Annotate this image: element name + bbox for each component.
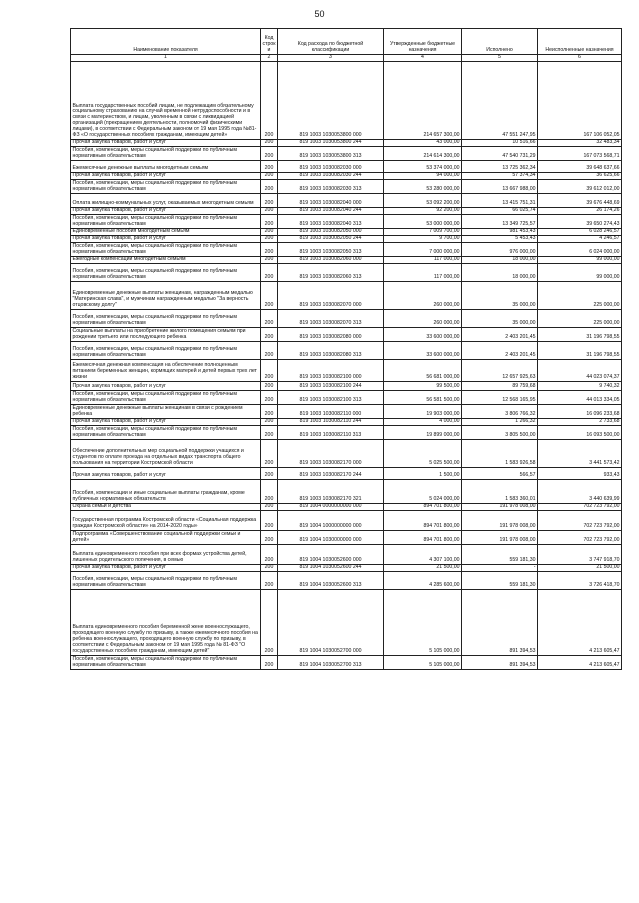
row-code-cell: 200 bbox=[261, 545, 278, 565]
column-number-row bbox=[71, 55, 622, 62]
row-name-cell: Пособия, компенсации, меры социальной поддержки по публичным нормативным обязательствам bbox=[71, 147, 261, 161]
row-classification-cell: 819 1003 1030082050 244 bbox=[278, 236, 384, 243]
row-classification-cell: 819 1003 1030082030 000 bbox=[278, 161, 384, 173]
row-classification-cell: 819 1003 1030082170 000 bbox=[278, 440, 384, 468]
header-line-code: Код строк и bbox=[261, 29, 278, 55]
table-row bbox=[71, 342, 622, 360]
row-executed-cell: 1 583 360,01 bbox=[462, 480, 538, 504]
table-row bbox=[71, 480, 622, 504]
table-row bbox=[71, 173, 622, 180]
row-code-cell: 200 bbox=[261, 215, 278, 229]
row-code-cell: 200 bbox=[261, 440, 278, 468]
row-name-cell: Пособия, компенсации, меры социальной поддержки по публичным нормативным обязательствам bbox=[71, 180, 261, 194]
row-classification-cell: 819 1003 1030082060 000 bbox=[278, 257, 384, 264]
table-row bbox=[71, 236, 622, 243]
row-approved-cell: 5 105 000,00 bbox=[384, 656, 462, 670]
table-row bbox=[71, 310, 622, 328]
row-executed-cell: 5 453,43 bbox=[462, 236, 538, 243]
row-classification-cell: 819 1003 1030082170 321 bbox=[278, 480, 384, 504]
row-unexecuted-cell: 44 023 074,37 bbox=[538, 360, 622, 382]
row-unexecuted-cell: 225 000,00 bbox=[538, 310, 622, 328]
row-executed-cell: 891 394,53 bbox=[462, 590, 538, 656]
row-approved-cell: 53 280 000,00 bbox=[384, 180, 462, 194]
row-name-cell: Пособия, компенсации, меры социальной поддержки по публичным нормативным обязательствам bbox=[71, 310, 261, 328]
row-name-cell: Прочая закупка товаров, работ и услуг bbox=[71, 419, 261, 426]
row-executed-cell: 2 403 201,45 bbox=[462, 342, 538, 360]
row-unexecuted-cell: 4 213 605,47 bbox=[538, 590, 622, 656]
row-classification-cell: 819 1003 1030082080 000 bbox=[278, 328, 384, 342]
row-approved-cell: 33 600 000,00 bbox=[384, 328, 462, 342]
row-code-cell: 200 bbox=[261, 310, 278, 328]
row-code-cell: 200 bbox=[261, 590, 278, 656]
row-executed-cell: 10 516,66 bbox=[462, 140, 538, 147]
row-code-cell: 200 bbox=[261, 511, 278, 531]
row-name-cell: Ежемесячная денежная компенсация на обеспечение полноценным питанием беременных женщин, кормящих матерей и детей первых трех лет жизни bbox=[71, 360, 261, 382]
row-executed-cell: 1 266,32 bbox=[462, 419, 538, 426]
row-name-cell: Социальные выплаты на приобретение жилого помещения семьям при рождении третьего или последующего ребенка bbox=[71, 328, 261, 342]
row-name-cell: Ежегодные компенсации многодетным семьям bbox=[71, 257, 261, 264]
row-code-cell: 200 bbox=[261, 656, 278, 670]
row-classification-cell: 819 1003 1030082070 313 bbox=[278, 310, 384, 328]
table-row bbox=[71, 405, 622, 419]
row-approved-cell: 5 025 500,00 bbox=[384, 440, 462, 468]
row-executed-cell: 13 349 725,57 bbox=[462, 215, 538, 229]
row-name-cell: Прочая закупка товаров, работ и услуг bbox=[71, 140, 261, 147]
row-code-cell: 200 bbox=[261, 161, 278, 173]
table-row bbox=[71, 215, 622, 229]
table-row bbox=[71, 140, 622, 147]
table-row bbox=[71, 194, 622, 208]
row-name-cell: Прочая закупка товаров, работ и услуг bbox=[71, 382, 261, 391]
row-approved-cell: 117 000,00 bbox=[384, 264, 462, 282]
row-approved-cell: 21 500,00 bbox=[384, 565, 462, 572]
row-unexecuted-cell: 39 648 637,66 bbox=[538, 161, 622, 173]
row-classification-cell: 819 1003 1030082030 313 bbox=[278, 180, 384, 194]
row-approved-cell: 260 000,00 bbox=[384, 310, 462, 328]
row-name-cell: Охрана семьи и детства bbox=[71, 504, 261, 511]
header-executed: Исполнено bbox=[462, 29, 538, 55]
row-code-cell: 200 bbox=[261, 208, 278, 215]
row-unexecuted-cell: 31 196 798,55 bbox=[538, 342, 622, 360]
row-unexecuted-cell: 32 483,34 bbox=[538, 140, 622, 147]
row-executed-cell: 191 978 008,00 bbox=[462, 531, 538, 545]
row-unexecuted-cell: 225 000,00 bbox=[538, 282, 622, 310]
row-approved-cell: 43 000,00 bbox=[384, 140, 462, 147]
row-approved-cell: 19 899 000,00 bbox=[384, 426, 462, 440]
row-code-cell: 200 bbox=[261, 405, 278, 419]
row-executed-cell: 191 978 008,00 bbox=[462, 504, 538, 511]
row-executed-cell: 1 583 926,58 bbox=[462, 440, 538, 468]
row-classification-cell: 819 1004 1000000000 000 bbox=[278, 511, 384, 531]
row-unexecuted-cell: 99 000,00 bbox=[538, 257, 622, 264]
table-row bbox=[71, 147, 622, 161]
row-executed-cell: 18 000,00 bbox=[462, 257, 538, 264]
row-approved-cell: 33 600 000,00 bbox=[384, 342, 462, 360]
row-unexecuted-cell: 167 106 052,05 bbox=[538, 62, 622, 140]
row-code-cell: 200 bbox=[261, 391, 278, 405]
table-row bbox=[71, 504, 622, 511]
row-classification-cell: 819 1003 1030053800 000 bbox=[278, 62, 384, 140]
table-row bbox=[71, 62, 622, 140]
row-executed-cell: 559 181,30 bbox=[462, 545, 538, 565]
row-name-cell: Единовременные денежные выплаты женщинам, награжденным медалью "Материнская слава", и мужчинам награжденным медалью "За верность отцовскому долгу" bbox=[71, 282, 261, 310]
row-classification-cell: 819 1003 1030082040 000 bbox=[278, 194, 384, 208]
row-code-cell: 200 bbox=[261, 572, 278, 590]
row-name-cell: Обеспечение дополнительных мер социальной поддержки учащихся и студентов по оплате проезда на отдельных видах транспорта общего пользования на территории Костромской области bbox=[71, 440, 261, 468]
column-number: 6 bbox=[538, 55, 622, 62]
row-classification-cell: 819 1003 1030082100 313 bbox=[278, 391, 384, 405]
row-executed-cell: 2 403 201,45 bbox=[462, 328, 538, 342]
row-classification-cell: 819 1003 1030082030 244 bbox=[278, 173, 384, 180]
table-row bbox=[71, 257, 622, 264]
header-approved: Утвержденные бюджетные назначения bbox=[384, 29, 462, 55]
table-row bbox=[71, 572, 622, 590]
table-body bbox=[71, 62, 622, 670]
row-executed-cell: 12 657 925,63 bbox=[462, 360, 538, 382]
row-unexecuted-cell: 6 028 246,57 bbox=[538, 229, 622, 236]
table-row bbox=[71, 565, 622, 572]
row-classification-cell: 819 1004 1030000000 000 bbox=[278, 531, 384, 545]
row-approved-cell: 4 285 600,00 bbox=[384, 572, 462, 590]
row-executed-cell: 3 805 500,00 bbox=[462, 426, 538, 440]
row-unexecuted-cell: 44 013 334,05 bbox=[538, 391, 622, 405]
row-executed-cell: 47 540 731,29 bbox=[462, 147, 538, 161]
row-classification-cell: 819 1003 1030082110 244 bbox=[278, 419, 384, 426]
table-row bbox=[71, 382, 622, 391]
row-name-cell: Государственная программа Костромской области «Социальная поддержка граждан Костромской области» на 2014-2020 годы» bbox=[71, 511, 261, 531]
row-classification-cell: 819 1003 1030082050 000 bbox=[278, 229, 384, 236]
row-approved-cell: 260 000,00 bbox=[384, 282, 462, 310]
row-executed-cell: 566,57 bbox=[462, 468, 538, 480]
row-executed-cell: - bbox=[462, 565, 538, 572]
row-code-cell: 200 bbox=[261, 140, 278, 147]
row-unexecuted-cell: 702 723 792,00 bbox=[538, 531, 622, 545]
row-approved-cell: 894 701 800,00 bbox=[384, 511, 462, 531]
header-classification-code: Код расхода по бюджетной классификации bbox=[278, 29, 384, 55]
row-unexecuted-cell: 9 740,32 bbox=[538, 382, 622, 391]
table-header-row bbox=[71, 29, 622, 55]
row-classification-cell: 819 1004 1030052600 000 bbox=[278, 545, 384, 565]
header-indicator-name: Наименование показателя bbox=[71, 29, 261, 55]
row-executed-cell: 13 667 988,00 bbox=[462, 180, 538, 194]
row-unexecuted-cell: 3 747 918,70 bbox=[538, 545, 622, 565]
row-code-cell: 200 bbox=[261, 243, 278, 257]
row-code-cell: 200 bbox=[261, 236, 278, 243]
row-unexecuted-cell: 2 733,68 bbox=[538, 419, 622, 426]
row-unexecuted-cell: 39 650 274,43 bbox=[538, 215, 622, 229]
row-name-cell: Прочая закупка товаров, работ и услуг bbox=[71, 208, 261, 215]
row-unexecuted-cell: 702 723 792,00 bbox=[538, 504, 622, 511]
row-name-cell: Пособия, компенсации, меры социальной поддержки по публичным нормативным обязательствам bbox=[71, 391, 261, 405]
row-code-cell: 200 bbox=[261, 360, 278, 382]
row-classification-cell: 819 1003 1030082170 244 bbox=[278, 468, 384, 480]
row-classification-cell: 819 1004 1030052600 313 bbox=[278, 572, 384, 590]
table-row bbox=[71, 208, 622, 215]
row-unexecuted-cell: 39 676 448,69 bbox=[538, 194, 622, 208]
row-classification-cell: 819 1003 1030082100 000 bbox=[278, 360, 384, 382]
row-code-cell: 200 bbox=[261, 419, 278, 426]
row-executed-cell: 559 181,30 bbox=[462, 572, 538, 590]
row-unexecuted-cell: 36 625,66 bbox=[538, 173, 622, 180]
row-approved-cell: 7 009 700,00 bbox=[384, 229, 462, 236]
row-executed-cell: 3 806 766,32 bbox=[462, 405, 538, 419]
column-number: 1 bbox=[71, 55, 261, 62]
table-row bbox=[71, 180, 622, 194]
row-name-cell: Пособия, компенсации, меры социальной поддержки по публичным нормативным обязательствам bbox=[71, 656, 261, 670]
row-approved-cell: 56 581 500,00 bbox=[384, 391, 462, 405]
row-approved-cell: 214 657 300,00 bbox=[384, 62, 462, 140]
column-number: 4 bbox=[384, 55, 462, 62]
column-number: 5 bbox=[462, 55, 538, 62]
row-executed-cell: 66 025,74 bbox=[462, 208, 538, 215]
row-name-cell: Прочая закупка товаров, работ и услуг bbox=[71, 236, 261, 243]
row-executed-cell: 18 000,00 bbox=[462, 264, 538, 282]
row-classification-cell: 819 1003 1030082080 313 bbox=[278, 342, 384, 360]
row-classification-cell: 819 1003 1030082040 244 bbox=[278, 208, 384, 215]
row-name-cell: Выплата государственных пособий лицам, не подлежащим обязательному социальному страхованию на случай временной нетрудоспособности и в связи с материнством, и лицам, уволенным в связи с ликвидацией организаций (прекращением деятельности, полномочий физическими лицами), в соответствии с Федеральным законом от 19 мая 1995 года №81-ФЗ «О государственных пособиях гражданам, имеющим детей» bbox=[71, 62, 261, 140]
row-approved-cell: 894 701 800,00 bbox=[384, 504, 462, 511]
row-approved-cell: 5 105 000,00 bbox=[384, 590, 462, 656]
row-code-cell: 200 bbox=[261, 504, 278, 511]
row-unexecuted-cell: 4 246,57 bbox=[538, 236, 622, 243]
row-approved-cell: 214 614 300,00 bbox=[384, 147, 462, 161]
table-row bbox=[71, 243, 622, 257]
row-name-cell: Единовременные пособия многодетным семьям bbox=[71, 229, 261, 236]
row-code-cell: 200 bbox=[261, 194, 278, 208]
row-name-cell: Ежемесячные денежные выплаты многодетным семьям bbox=[71, 161, 261, 173]
table-row bbox=[71, 328, 622, 342]
row-approved-cell: 56 681 000,00 bbox=[384, 360, 462, 382]
row-approved-cell: 117 000,00 bbox=[384, 257, 462, 264]
row-unexecuted-cell: 31 196 798,55 bbox=[538, 328, 622, 342]
row-code-cell: 200 bbox=[261, 264, 278, 282]
row-unexecuted-cell: 167 073 568,71 bbox=[538, 147, 622, 161]
row-unexecuted-cell: 99 000,00 bbox=[538, 264, 622, 282]
row-classification-cell: 819 1003 1030082040 313 bbox=[278, 215, 384, 229]
row-unexecuted-cell: 3 440 639,99 bbox=[538, 480, 622, 504]
table-row bbox=[71, 360, 622, 382]
row-executed-cell: 191 978 008,00 bbox=[462, 511, 538, 531]
row-code-cell: 200 bbox=[261, 147, 278, 161]
table-row bbox=[71, 419, 622, 426]
table-row bbox=[71, 511, 622, 531]
row-classification-cell: 819 1003 1030053800 313 bbox=[278, 147, 384, 161]
row-approved-cell: 53 092 200,00 bbox=[384, 194, 462, 208]
row-name-cell: Выплата единовременного пособия беременной жене военнослужащего, проходящего военную службу по призыву, а также ежемесячного пособия на ребенка военнослужащего, проходящего военную службу по призыву, в соответствии с Федеральным законом от 19 мая 1995 года № 81-ФЗ "О государственных пособиях гражданам, имеющим детей" bbox=[71, 590, 261, 656]
table-row bbox=[71, 161, 622, 173]
row-approved-cell: 94 000,00 bbox=[384, 173, 462, 180]
row-classification-cell: 819 1004 0000000000 000 bbox=[278, 504, 384, 511]
row-name-cell: Прочая закупка товаров, работ и услуг bbox=[71, 565, 261, 572]
table-row bbox=[71, 391, 622, 405]
row-code-cell: 200 bbox=[261, 180, 278, 194]
row-name-cell: Оплата жилищно-коммунальных услуг, оказываемых многодетным семьям bbox=[71, 194, 261, 208]
row-name-cell: Прочая закупка товаров, работ и услуг bbox=[71, 468, 261, 480]
row-name-cell: Пособия, компенсации, меры социальной поддержки по публичным нормативным обязательствам bbox=[71, 215, 261, 229]
row-classification-cell: 819 1003 1030082050 313 bbox=[278, 243, 384, 257]
row-approved-cell: 53 000 000,00 bbox=[384, 215, 462, 229]
row-classification-cell: 819 1003 1030082060 313 bbox=[278, 264, 384, 282]
row-classification-cell: 819 1003 1030082110 000 bbox=[278, 405, 384, 419]
row-name-cell: Пособия, компенсации, меры социальной поддержки по публичным нормативным обязательствам bbox=[71, 426, 261, 440]
row-executed-cell: 13 725 362,34 bbox=[462, 161, 538, 173]
row-unexecuted-cell: 16 093 500,00 bbox=[538, 426, 622, 440]
row-code-cell: 200 bbox=[261, 62, 278, 140]
row-approved-cell: 92 200,00 bbox=[384, 208, 462, 215]
row-code-cell: 200 bbox=[261, 282, 278, 310]
row-executed-cell: 891 394,53 bbox=[462, 656, 538, 670]
row-approved-cell: 19 903 000,00 bbox=[384, 405, 462, 419]
table-row bbox=[71, 545, 622, 565]
row-approved-cell: 9 700,00 bbox=[384, 236, 462, 243]
row-name-cell: Пособия, компенсации, меры социальной поддержки по публичным нормативным обязательствам bbox=[71, 572, 261, 590]
row-code-cell: 200 bbox=[261, 480, 278, 504]
row-name-cell: Пособия, компенсации и иные социальные выплаты гражданам, кроме публичных нормативных обязательств bbox=[71, 480, 261, 504]
table-row bbox=[71, 590, 622, 656]
row-classification-cell: 819 1003 1030053800 244 bbox=[278, 140, 384, 147]
row-approved-cell: 4 000,00 bbox=[384, 419, 462, 426]
header-unexecuted: Неисполненные назначения bbox=[538, 29, 622, 55]
table-row bbox=[71, 426, 622, 440]
row-code-cell: 200 bbox=[261, 531, 278, 545]
row-classification-cell: 819 1004 1030052700 313 bbox=[278, 656, 384, 670]
row-executed-cell: 89 759,68 bbox=[462, 382, 538, 391]
row-code-cell: 200 bbox=[261, 229, 278, 236]
page-number: 50 bbox=[314, 9, 325, 19]
row-name-cell: Пособия, компенсации, меры социальной поддержки по публичным нормативным обязательствам bbox=[71, 243, 261, 257]
row-code-cell: 200 bbox=[261, 173, 278, 180]
table-row bbox=[71, 468, 622, 480]
column-number: 3 bbox=[278, 55, 384, 62]
row-name-cell: Пособия, компенсации, меры социальной поддержки по публичным нормативным обязательствам bbox=[71, 342, 261, 360]
budget-execution-table bbox=[70, 28, 622, 670]
table-row bbox=[71, 282, 622, 310]
row-executed-cell: 13 415 751,31 bbox=[462, 194, 538, 208]
table-row bbox=[71, 264, 622, 282]
row-executed-cell: 981 453,43 bbox=[462, 229, 538, 236]
column-number: 2 bbox=[261, 55, 278, 62]
row-approved-cell: 4 307 100,00 bbox=[384, 545, 462, 565]
row-unexecuted-cell: 4 213 605,47 bbox=[538, 656, 622, 670]
row-approved-cell: 5 024 000,00 bbox=[384, 480, 462, 504]
row-executed-cell: 47 551 247,95 bbox=[462, 62, 538, 140]
row-unexecuted-cell: 933,43 bbox=[538, 468, 622, 480]
row-name-cell: Единовременные денежные выплаты женщинам в связи с рождением ребенка bbox=[71, 405, 261, 419]
row-unexecuted-cell: 26 174,26 bbox=[538, 208, 622, 215]
table-row bbox=[71, 531, 622, 545]
row-executed-cell: 57 374,34 bbox=[462, 173, 538, 180]
row-unexecuted-cell: 3 441 573,42 bbox=[538, 440, 622, 468]
row-classification-cell: 819 1004 1030052700 000 bbox=[278, 590, 384, 656]
row-approved-cell: 7 000 000,00 bbox=[384, 243, 462, 257]
row-approved-cell: 894 701 800,00 bbox=[384, 531, 462, 545]
row-name-cell: Пособия, компенсации, меры социальной поддержки по публичным нормативным обязательствам bbox=[71, 264, 261, 282]
row-approved-cell: 1 500,00 bbox=[384, 468, 462, 480]
row-classification-cell: 819 1003 1030082100 244 bbox=[278, 382, 384, 391]
row-approved-cell: 99 500,00 bbox=[384, 382, 462, 391]
row-unexecuted-cell: 3 726 418,70 bbox=[538, 572, 622, 590]
row-executed-cell: 35 000,00 bbox=[462, 310, 538, 328]
row-classification-cell: 819 1003 1030082110 313 bbox=[278, 426, 384, 440]
row-name-cell: Подпрограмма «Совершенствование социальной поддержки семьи и детей» bbox=[71, 531, 261, 545]
row-unexecuted-cell: 21 500,00 bbox=[538, 565, 622, 572]
row-code-cell: 200 bbox=[261, 426, 278, 440]
row-code-cell: 200 bbox=[261, 328, 278, 342]
row-executed-cell: 35 000,00 bbox=[462, 282, 538, 310]
row-classification-cell: 819 1003 1030082070 000 bbox=[278, 282, 384, 310]
row-code-cell: 200 bbox=[261, 382, 278, 391]
row-code-cell: 200 bbox=[261, 468, 278, 480]
row-name-cell: Выплата единовременного пособия при всех формах устройства детей, лишенных родительского попечения, в семью bbox=[71, 545, 261, 565]
row-code-cell: 200 bbox=[261, 565, 278, 572]
row-approved-cell: 53 374 000,00 bbox=[384, 161, 462, 173]
row-unexecuted-cell: 702 723 792,00 bbox=[538, 511, 622, 531]
row-unexecuted-cell: 16 096 233,68 bbox=[538, 405, 622, 419]
row-name-cell: Прочая закупка товаров, работ и услуг bbox=[71, 173, 261, 180]
row-executed-cell: 12 568 165,95 bbox=[462, 391, 538, 405]
table-row bbox=[71, 656, 622, 670]
row-unexecuted-cell: 39 612 012,00 bbox=[538, 180, 622, 194]
table-row bbox=[71, 440, 622, 468]
row-executed-cell: 976 000,00 bbox=[462, 243, 538, 257]
row-unexecuted-cell: 6 024 000,00 bbox=[538, 243, 622, 257]
row-code-cell: 200 bbox=[261, 342, 278, 360]
row-classification-cell: 819 1004 1030052600 244 bbox=[278, 565, 384, 572]
row-code-cell: 200 bbox=[261, 257, 278, 264]
